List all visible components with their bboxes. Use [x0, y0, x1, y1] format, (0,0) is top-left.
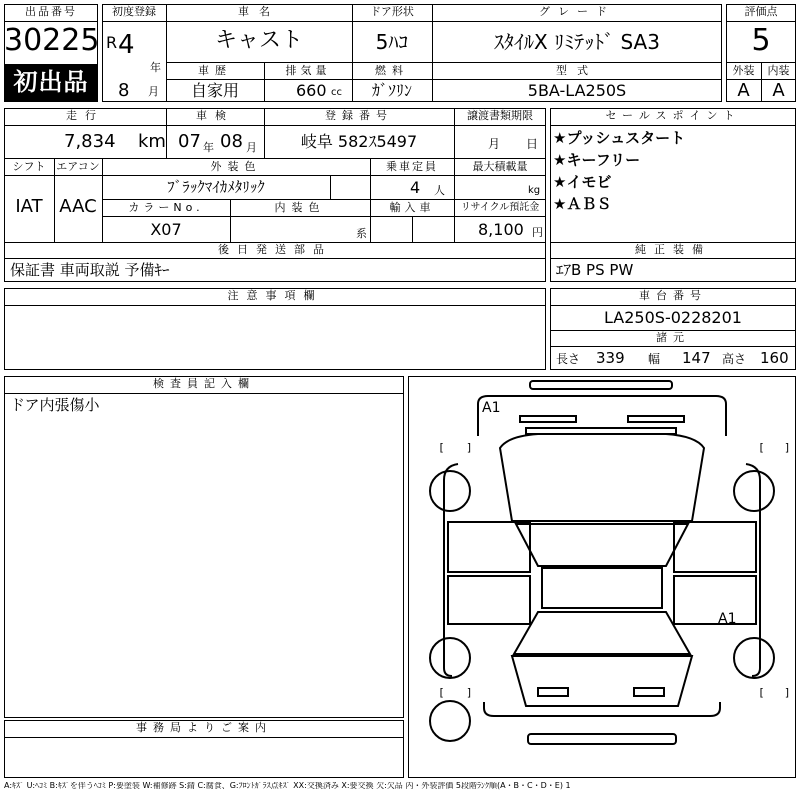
max-load-unit: kg [528, 185, 541, 196]
aircon-label: エアコン [56, 160, 100, 173]
sales-point-item: ★キーフリー [553, 151, 641, 169]
displacement-label: 排気量 [285, 64, 331, 77]
inspection-label: 車検 [196, 109, 234, 122]
svg-text:]: ] [784, 686, 791, 699]
model-label: 型式 [556, 64, 598, 77]
import-label: 輸入車 [389, 201, 435, 214]
registration-month-unit: 月 [148, 85, 159, 98]
svg-text:[: [ [438, 441, 445, 454]
color-no-label: カラーNo. [128, 201, 204, 214]
car-name-label: 車名 [238, 5, 280, 18]
transfer-month-unit: 月 [488, 137, 501, 151]
inspection-year: 07 [178, 131, 201, 152]
interior-color-label: 内装色 [274, 201, 326, 214]
history-label: 車歴 [198, 64, 232, 77]
sales-points-label: セールスポイント [605, 109, 741, 122]
height-label: 高さ [722, 352, 747, 366]
door-label: ドア形状 [370, 5, 414, 18]
mileage-label: 走行 [66, 109, 104, 122]
damage-mark-rear: A1 [718, 611, 737, 627]
specs-label: 諸元 [656, 331, 690, 344]
registration-era: R [106, 33, 118, 52]
shift-label: シフト [12, 160, 46, 173]
displacement: 660 [296, 81, 327, 100]
legend: A:ｷｽﾞ U:ﾍｺﾐ B:ｷｽﾞを伴うﾍｺﾐ P:要塗装 W:補修跡 S:錆 C:腐食、G:ﾌﾛﾝﾄｶﾞﾗｽ点ｷｽﾞ XX:交換済み X:要交換 欠:欠品 内・外装評価 5段階ﾗﾝｸ順(A・B・C・D・E) 1 [4, 782, 571, 790]
car-diagram [408, 376, 796, 778]
inspector-label: 検査員記入欄 [153, 377, 255, 390]
displacement-unit: cc [331, 87, 342, 98]
door-type: 5ﾊｺ [375, 30, 409, 54]
exterior-color: ﾌﾞﾗｯｸﾏｲｶﾒﾀﾘｯｸ [167, 178, 265, 196]
transfer-label: 譲渡書類期限 [467, 109, 533, 122]
rating-label: 評価点 [744, 5, 778, 18]
equipment: ｴｱB PS PW [556, 261, 634, 279]
interior-rating-label: 内装 [767, 64, 790, 77]
recycle-label: リサイクル預託金 [460, 202, 540, 213]
first-listing-badge: 初出品 [5, 64, 97, 101]
model-code: 5BA-LA250S [527, 81, 627, 100]
fuel: ｶﾞｿﾘﾝ [371, 81, 412, 100]
color-no: X07 [150, 220, 182, 239]
svg-text:]: ] [466, 686, 473, 699]
office-label: 事務局よりご案内 [136, 721, 272, 734]
mileage: 7,834 [64, 131, 116, 152]
later-parts-label: 後日発送部品 [218, 243, 332, 256]
rating-score: 5 [751, 23, 771, 58]
grade-label: グレード [539, 5, 615, 18]
chassis-label: 車台番号 [639, 289, 707, 302]
fuel-label: 燃料 [375, 64, 409, 77]
width: 147 [682, 349, 711, 367]
svg-text:[: [ [758, 686, 765, 699]
inspector-box [4, 376, 404, 718]
damage-mark-front: A1 [482, 400, 501, 416]
car-name: キャスト [214, 28, 303, 53]
shift: IAT [15, 196, 43, 217]
inspection-month: 08 [220, 131, 243, 152]
aircon: AAC [59, 196, 97, 217]
length-label: 長さ [556, 352, 581, 366]
mileage-unit: km [138, 131, 166, 152]
plate-number: 岐阜 582ｽ5497 [300, 132, 418, 151]
sales-point-item: ★ＡＢＳ [553, 195, 612, 213]
registration-label: 初度登録 [112, 5, 156, 18]
sales-point-item: ★プッシュスタート [553, 129, 686, 147]
capacity-unit: 人 [434, 184, 445, 197]
notes-label: 注意事項欄 [227, 289, 323, 302]
chassis-number: LA250S-0228201 [604, 308, 742, 327]
inspection-year-unit: 年 [203, 141, 214, 154]
interior-color-unit: 系 [356, 227, 367, 240]
sales-point-item: ★イモビ [553, 173, 612, 191]
lot-label: 出品番号 [25, 5, 77, 18]
recycle-fee: 8,100 [478, 220, 524, 239]
grade: ｽﾀｲﾙX ﾘﾐﾃｯﾄﾞ SA3 [494, 30, 660, 54]
registration-year: 4 [118, 30, 135, 60]
equipment-label: 純正装備 [635, 243, 711, 256]
svg-text:]: ] [784, 441, 791, 454]
lot-number: 30225 [4, 23, 100, 58]
history: 自家用 [190, 81, 239, 100]
capacity-label: 乗車定員 [386, 160, 438, 173]
exterior-rating-label: 外装 [732, 64, 755, 77]
exterior-rating: A [737, 80, 750, 101]
inspection-month-unit: 月 [246, 141, 257, 154]
inspector-comment: ドア内張傷小 [10, 396, 100, 414]
plate-label: 登録番号 [325, 109, 393, 122]
interior-rating: A [772, 80, 785, 101]
later-parts: 保証書 車両取説 予備ｷｰ [10, 261, 170, 279]
transfer-day-unit: 日 [526, 137, 539, 151]
width-label: 幅 [648, 352, 661, 366]
svg-text:]: ] [466, 441, 473, 454]
registration-year-unit: 年 [150, 61, 161, 74]
height: 160 [760, 349, 789, 367]
recycle-unit: 円 [532, 226, 543, 239]
max-load-label: 最大積載量 [472, 160, 528, 173]
svg-text:[: [ [438, 686, 445, 699]
length: 339 [596, 349, 625, 367]
exterior-color-label: 外装色 [210, 160, 262, 173]
capacity: 4 [410, 178, 421, 197]
registration-month: 8 [118, 80, 130, 101]
svg-text:[: [ [758, 441, 765, 454]
